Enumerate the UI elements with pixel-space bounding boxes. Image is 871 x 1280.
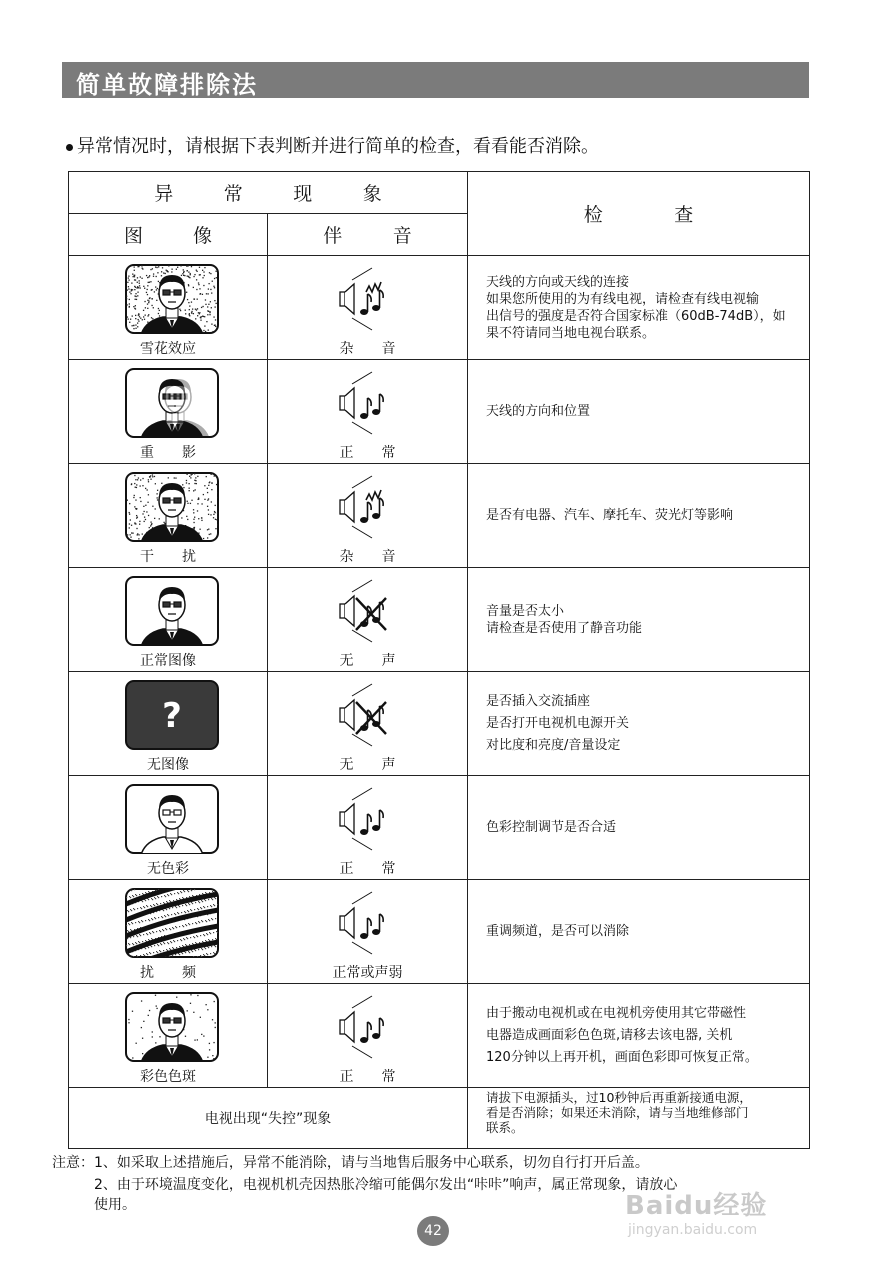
table-body — [69, 256, 810, 1088]
check-line: 是否插入交流插座 — [486, 693, 591, 709]
sound-header-char: 伴 — [323, 225, 343, 247]
sound-label: 正 常 — [339, 445, 396, 461]
image-label: 正常图像 — [140, 653, 196, 669]
check-line: 天线的方向或天线的连接 — [486, 274, 630, 290]
tv-picture-snow — [124, 263, 220, 335]
table-row — [69, 984, 810, 1088]
sound-cell — [268, 880, 468, 984]
check-line: 果不符请同当地电视台联系。 — [486, 325, 656, 341]
check-cell — [468, 984, 810, 1088]
sound-header — [268, 214, 468, 256]
check-cell — [468, 464, 810, 568]
check-line: 是否有电器、汽车、摩托车、荧光灯等影响 — [486, 508, 734, 523]
svg-text:?: ? — [162, 696, 182, 736]
page-number: 42 — [417, 1216, 449, 1246]
sound-header-char: 音 — [392, 225, 412, 247]
table-row — [69, 880, 810, 984]
check-line: 请拔下电源插头，过10秒钟后再重新接通电源， — [486, 1090, 752, 1105]
image-header — [69, 214, 268, 256]
abnormal-header — [69, 172, 468, 214]
sound-cell — [268, 776, 468, 880]
check-line: 音量是否太小 — [486, 603, 565, 619]
abnormal-header-char: 现 — [293, 183, 313, 205]
abnormal-header-char: 常 — [223, 183, 243, 205]
image-cell — [69, 672, 268, 776]
check-line: 看是否消除；如果还未消除，请与当地维修部门 — [486, 1105, 749, 1120]
table-row — [69, 568, 810, 672]
image-cell — [69, 256, 268, 360]
sound-cell — [268, 464, 468, 568]
table-row — [69, 256, 810, 360]
table-row — [69, 360, 810, 464]
note-line-3: 使用。 — [52, 1197, 136, 1213]
sound-cell — [268, 256, 468, 360]
out-of-control-check — [468, 1088, 810, 1149]
sound-label: 正 常 — [339, 861, 396, 877]
abnormal-header-char: 异 — [154, 183, 174, 205]
tv-picture-ghost — [124, 367, 220, 439]
image-cell — [69, 776, 268, 880]
sound-label: 无 声 — [339, 653, 396, 669]
check-line: 联系。 — [486, 1120, 524, 1135]
sound-label: 正 常 — [339, 1069, 396, 1085]
speaker-icon-mute — [338, 682, 398, 752]
check-line: 请检查是否使用了静音功能 — [486, 620, 643, 636]
intro-line — [66, 132, 599, 158]
speaker-icon-normal — [338, 994, 398, 1064]
speaker-icon-noise — [338, 474, 398, 544]
check-cell — [468, 880, 810, 984]
note-line-2: 2、由于环境温度变化，电视机机壳因热胀冷缩可能偶尔发出“咔咔”响声，属正常现象，请放心 — [52, 1177, 678, 1193]
image-header-char: 像 — [192, 225, 212, 247]
speaker-icon-normal — [338, 370, 398, 440]
sound-label: 杂 音 — [339, 549, 396, 565]
check-line: 出信号的强度是否符合国家标准（60dB-74dB），如 — [486, 308, 786, 324]
intro-text: 异常情况时，请根据下表判断并进行简单的检查，看看能否消除。 — [77, 136, 599, 157]
image-label: 无图像 — [147, 757, 189, 773]
image-label: 扰 频 — [140, 965, 196, 981]
table-row — [69, 464, 810, 568]
check-line: 重调频道，是否可以消除 — [486, 924, 630, 939]
speaker-icon-normal — [338, 890, 398, 960]
troubleshooting-table — [68, 171, 810, 1149]
watermark-logo: Baidu经验 — [625, 1191, 768, 1221]
sound-cell — [268, 984, 468, 1088]
image-cell — [69, 464, 268, 568]
out-of-control-label: 电视出现“失控”现象 — [69, 1088, 468, 1149]
image-cell — [69, 984, 268, 1088]
sound-label: 无 声 — [339, 757, 396, 773]
speaker-icon-noise — [338, 266, 398, 336]
header-bar — [62, 62, 809, 98]
check-line: 120分钟以上再开机，画面色彩即可恢复正常。 — [486, 1049, 758, 1065]
image-label: 无色彩 — [147, 861, 189, 877]
abnormal-header-char: 象 — [362, 183, 382, 205]
check-line: 如果您所使用的为有线电视，请检查有线电视输 — [486, 291, 760, 307]
table-row-last — [69, 1088, 810, 1149]
page-title: 简单故障排除法 — [76, 71, 258, 99]
image-header-char: 图 — [123, 225, 143, 247]
tv-picture-interference — [124, 471, 220, 543]
image-label: 干 扰 — [140, 549, 196, 565]
sound-label: 正常或声弱 — [332, 965, 403, 981]
table-row — [69, 672, 810, 776]
check-cell — [468, 672, 810, 776]
speaker-icon-mute — [338, 578, 398, 648]
sound-cell — [268, 568, 468, 672]
image-label: 重 影 — [140, 445, 196, 461]
check-cell — [468, 256, 810, 360]
tv-picture-normal — [124, 575, 220, 647]
image-label: 彩色色斑 — [140, 1069, 196, 1085]
check-line: 是否打开电视机电源开关 — [486, 715, 630, 731]
image-cell — [69, 880, 268, 984]
check-header-char: 查 — [674, 204, 694, 226]
tv-picture-stripes — [124, 887, 220, 959]
tv-picture-spots — [124, 991, 220, 1063]
check-header-char: 检 — [583, 204, 603, 226]
check-header — [468, 172, 810, 256]
watermark-url: jingyan.baidu.com — [628, 1222, 758, 1238]
check-line: 天线的方向和位置 — [486, 404, 591, 419]
check-line: 电器造成画面彩色色斑,请移去该电器, 关机 — [486, 1027, 733, 1043]
sound-cell — [268, 360, 468, 464]
check-line: 色彩控制调节是否合适 — [486, 820, 617, 835]
sound-cell — [268, 672, 468, 776]
tv-picture-nocolor — [124, 783, 220, 855]
check-cell — [468, 568, 810, 672]
check-cell — [468, 360, 810, 464]
image-cell — [69, 568, 268, 672]
image-cell — [69, 360, 268, 464]
check-line: 由于搬动电视机或在电视机旁使用其它带磁性 — [486, 1005, 747, 1021]
check-cell — [468, 776, 810, 880]
image-label: 雪花效应 — [140, 341, 196, 357]
bullet-icon — [66, 144, 73, 151]
tv-picture-none — [124, 679, 220, 751]
speaker-icon-normal — [338, 786, 398, 856]
table-row — [69, 776, 810, 880]
note-line-1: 注意：1、如采取上述措施后，异常不能消除，请与当地售后服务中心联系，切勿自行打开后盖。 — [52, 1155, 649, 1171]
check-line: 对比度和亮度/音量设定 — [486, 737, 621, 753]
sound-label: 杂 音 — [339, 341, 396, 357]
